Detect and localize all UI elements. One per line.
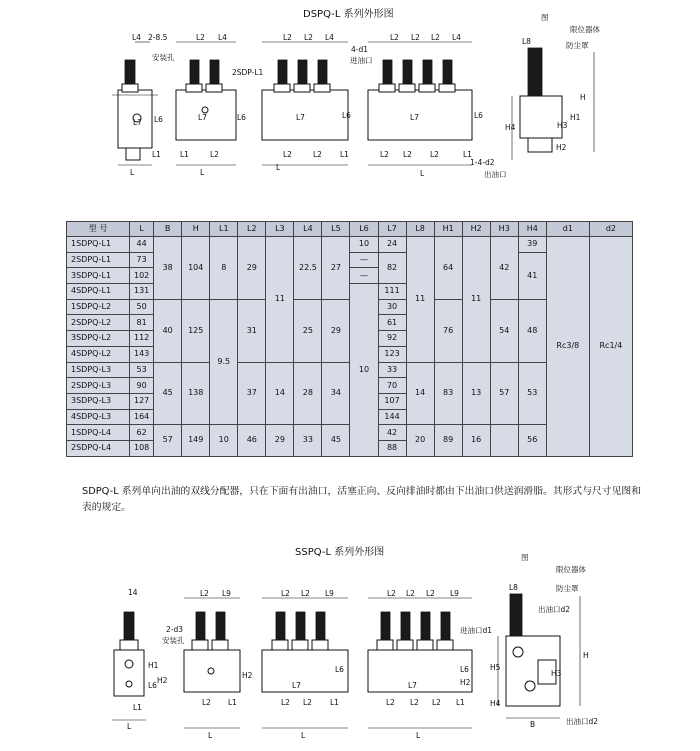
- th-l1: L1: [210, 222, 238, 237]
- dspq-dim-l2-i: L2: [411, 33, 420, 42]
- th-l: L: [130, 222, 154, 237]
- dspq-dim-l4-d: L4: [452, 33, 461, 42]
- dspq-dim-h1: H1: [570, 113, 581, 122]
- sspq-dim-h: H: [583, 651, 589, 660]
- dspq-dim-l1-a: L1: [152, 150, 161, 159]
- sspq-callout-outlet-bottom: 出油口d2: [566, 717, 599, 726]
- th-l8: L8: [406, 222, 434, 237]
- sspq-callout-dust: 防尘罩: [556, 584, 579, 593]
- dspq-dim-l8: L8: [522, 37, 531, 46]
- sspq-dim-l8: L8: [509, 583, 518, 592]
- sspq-dim-l2-a: L2: [200, 589, 209, 598]
- sspq-callout-outlet-top: 出油口d2: [538, 605, 571, 614]
- table-row: 3SDPQ-L3 127 107: [67, 393, 633, 409]
- table-row: 1SDPQ-L2 50 40 125 9.5 31 25 29 30 76 54 48: [67, 299, 633, 315]
- sspq-dim-h1-a: H1: [148, 661, 159, 670]
- sspq-dim-l1-c: L1: [330, 698, 339, 707]
- sspq-dim-l2-d: L2: [301, 589, 310, 598]
- sspq-side-view: [460, 553, 598, 729]
- th-d2: d2: [589, 222, 632, 237]
- th-h1: H1: [434, 222, 462, 237]
- sspq-dim-l7-b: L7: [408, 681, 417, 690]
- table-row: 4SDPQ-L1 131 10 111: [67, 284, 633, 300]
- dspq-callout-hole-label: 安装孔: [152, 53, 175, 62]
- table-row: 2SDPQ-L1 73 — 82 41: [67, 252, 633, 268]
- th-l4: L4: [294, 222, 322, 237]
- th-l5: L5: [322, 222, 350, 237]
- dspq-fig-label: 图: [541, 13, 549, 22]
- th-model: 型 号: [67, 222, 130, 237]
- sspq-callout-limiter: 限位器体: [556, 565, 586, 574]
- sspq-dim-l2-j: L2: [386, 698, 395, 707]
- table-row: 4SDPQ-L3 164 144: [67, 409, 633, 425]
- table-row: 1SDPQ-L3 53 45 138 37 14 28 34 33 14 83 13 57 53: [67, 362, 633, 378]
- sspq-dim-h5: H5: [490, 663, 501, 672]
- dspq-dim-l7-b: L7: [198, 113, 207, 122]
- sspq-dim-h4: H4: [490, 699, 501, 708]
- dspq-dim-l1-c: L1: [340, 150, 349, 159]
- th-l6: L6: [350, 222, 378, 237]
- th-b: B: [154, 222, 182, 237]
- sspq-callout-2d3: 2-d3: [166, 625, 184, 634]
- description-paragraph: SDPQ-L 系列单向出油的双线分配器，只在下面有出油口，活塞正向、反向排油时都由下出油口供送润滑脂。其形式与尺寸见图和表的规定。: [82, 486, 641, 513]
- sspq-dim-l2-b: L2: [202, 698, 211, 707]
- dspq-dim-l6-a: L6: [154, 115, 163, 124]
- dspq-callout-outlet: 出油口: [484, 170, 507, 179]
- sspq-dim-l6-a: L6: [148, 681, 157, 690]
- dspq-dim-l-c: L: [276, 163, 281, 172]
- sspq-fig-label: 图: [521, 553, 529, 562]
- sspq-dim-l2-h: L2: [406, 589, 415, 598]
- dspq-callout-limiter: 限位器体: [570, 25, 600, 34]
- table-row: 2SDPQ-L2 81 61: [67, 315, 633, 331]
- sspq-dim-l9-c: L9: [450, 589, 459, 598]
- th-h: H: [182, 222, 210, 237]
- sspq-dim-h2-b: H2: [242, 671, 253, 680]
- sspq-dim-l6-b: L6: [335, 665, 344, 674]
- dspq-dim-l2-d: L2: [283, 33, 292, 42]
- dspq-dim-l4-c: L4: [325, 33, 334, 42]
- dspq-dim-l7-c: L7: [296, 113, 305, 122]
- sspq-dim-l2-c: L2: [281, 589, 290, 598]
- dspq-dim-h3: H3: [557, 121, 568, 130]
- sspq-dim-l1-a: L1: [133, 703, 142, 712]
- table-row: 3SDPQ-L1 102 —: [67, 268, 633, 284]
- dspq-callout-hole: 2-8.5: [148, 33, 168, 42]
- dspq-dim-l1-d: L1: [463, 150, 472, 159]
- table-row: 3SDPQ-L2 112 92: [67, 331, 633, 347]
- sspq-dim-h2-c: H2: [460, 678, 471, 687]
- dspq-dim-l-b: L: [200, 168, 205, 177]
- dspq-callout-inlet: 进油口: [350, 56, 373, 65]
- dspq-dim-l2-j: L2: [431, 33, 440, 42]
- th-l3: L3: [266, 222, 294, 237]
- dspq-dim-l2-h: L2: [390, 33, 399, 42]
- dspq-dim-l2-g: L2: [313, 150, 322, 159]
- dspq-callout-dust: 防尘罩: [566, 41, 589, 50]
- th-d1: d1: [546, 222, 589, 237]
- sspq-dim-l2-i: L2: [426, 589, 435, 598]
- th-l7: L7: [378, 222, 406, 237]
- sspq-dim-l2-g: L2: [387, 589, 396, 598]
- dspq-dim-l-a: L: [130, 168, 135, 177]
- sspq-dim-l9-b: L9: [325, 589, 334, 598]
- sspq-dim-l7-a: L7: [292, 681, 301, 690]
- dspq-dim-l2-l: L2: [403, 150, 412, 159]
- th-h3: H3: [490, 222, 518, 237]
- dspq-dim-l2-k: L2: [380, 150, 389, 159]
- dspq-dim-l6-b: L6: [237, 113, 246, 122]
- dspq-callout-outlet-code: 1-4-d2: [470, 158, 495, 167]
- dspq-title: DSPQ-L 系列外形图: [303, 9, 394, 20]
- sspq-dim-l9-a: L9: [222, 589, 231, 598]
- dspq-dim-l6-c: L6: [342, 111, 351, 120]
- table-row: 4SDPQ-L2 143 123: [67, 346, 633, 362]
- th-h4: H4: [518, 222, 546, 237]
- sspq-view-2: [184, 589, 253, 740]
- dspq-dim-l1-b: L1: [180, 150, 189, 159]
- sspq-dim-l-c: L: [301, 731, 306, 740]
- sspq-dim-l2-l: L2: [432, 698, 441, 707]
- sspq-dim-l1-b: L1: [228, 698, 237, 707]
- sspq-dim-l-a: L: [127, 722, 132, 731]
- sspq-dim-l2-f: L2: [303, 698, 312, 707]
- sspq-view-4: [368, 589, 472, 740]
- dspq-dim-l6-d: L6: [474, 111, 483, 120]
- sspq-dim-l2-e: L2: [281, 698, 290, 707]
- dspq-dim-l2-c: L2: [210, 150, 219, 159]
- sspq-dim-h2-a: H2: [157, 676, 168, 685]
- dspq-dim-l4-b: L4: [218, 33, 227, 42]
- dspq-dim-h4: H4: [505, 123, 516, 132]
- sspq-dim-l2-k: L2: [410, 698, 419, 707]
- dspq-dim-l-d: L: [420, 169, 425, 178]
- sspq-dim-l1-d: L1: [456, 698, 465, 707]
- th-l2: L2: [238, 222, 266, 237]
- sspq-callout-hole-label: 安装孔: [162, 636, 185, 645]
- sspq-dim-l6-c: L6: [460, 665, 469, 674]
- dspq-dim-l4-a: L4: [132, 33, 141, 42]
- sspq-dim-h3: H3: [551, 669, 562, 678]
- table-row: 1SDPQ-L1 44 38 104 8 29 11 22.5 27 10 24 11 64 11 42 39 Rc3/8 Rc1/4: [67, 237, 633, 253]
- table-row: 1SDPQ-L4 62 57 149 10 46 29 33 45 42 20 89 16 56: [67, 425, 633, 441]
- sspq-callout-inlet: 进油口d1: [460, 626, 493, 635]
- table-row: 2SDPQ-L3 90 70: [67, 378, 633, 394]
- dspq-dim-l2-m: L2: [430, 150, 439, 159]
- dspq-dim-l2-e: L2: [304, 33, 313, 42]
- sspq-dim-l-d: L: [416, 731, 421, 740]
- dspq-dim-l2-b: L2: [196, 33, 205, 42]
- sspq-dim-l-b: L: [208, 731, 213, 740]
- sspq-view-3: [262, 589, 348, 740]
- sspq-dim-14: 14: [128, 588, 138, 597]
- dspq-callout-2sdp: 2SDP-L1: [232, 68, 264, 77]
- dspq-callout-4d1: 4-d1: [351, 45, 369, 54]
- dspq-dim-h: H: [580, 93, 586, 102]
- sspq-dim-b: B: [530, 720, 536, 729]
- sspq-title: SSPQ-L 系列外形图: [295, 547, 385, 558]
- dspq-dim-l7-d: L7: [410, 113, 419, 122]
- dspq-dim-h2: H2: [556, 143, 567, 152]
- sspq-view-1: [112, 588, 185, 731]
- dspq-dim-l2-f: L2: [283, 150, 292, 159]
- th-h2: H2: [462, 222, 490, 237]
- dspq-dim-l7-a: L7: [133, 118, 142, 127]
- table-row: 2SDPQ-L4 108 88: [67, 440, 633, 456]
